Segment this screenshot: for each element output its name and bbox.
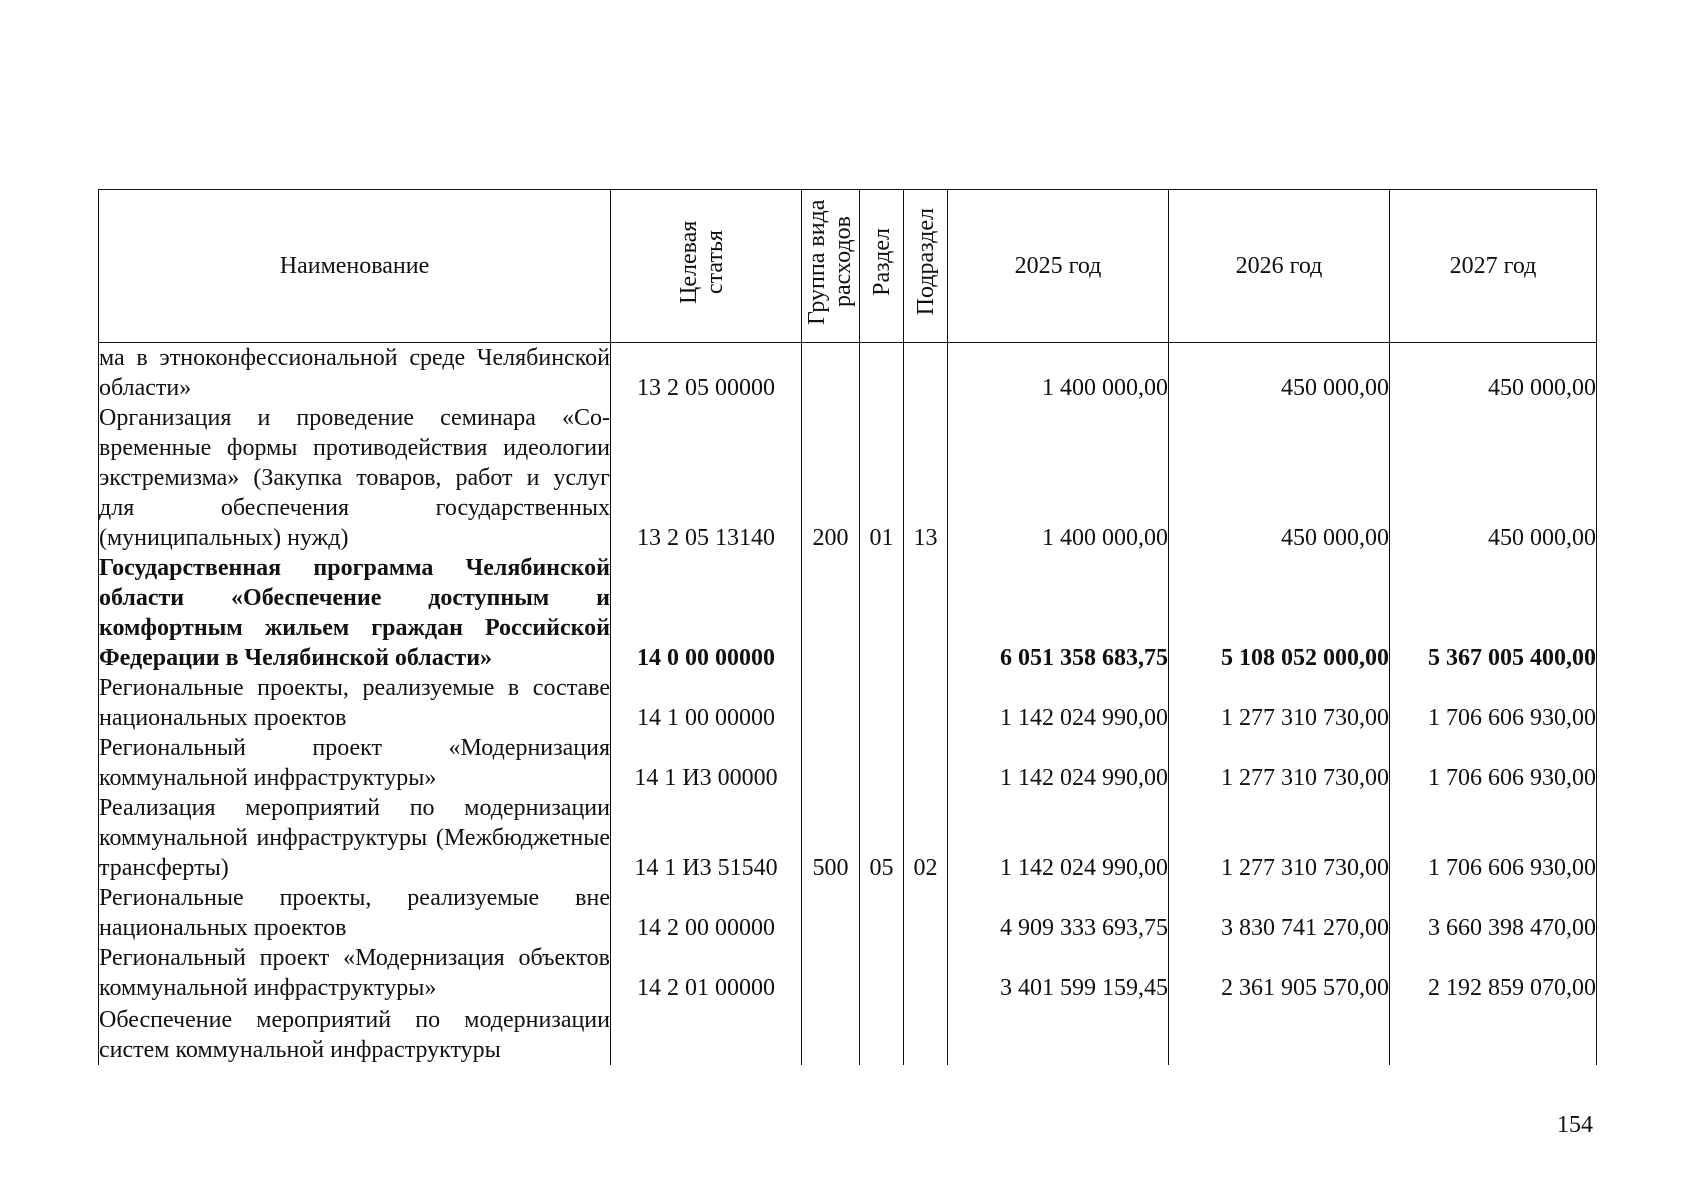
cell-2027: 450 000,00: [1390, 403, 1597, 553]
budget-table: [98, 189, 1597, 1065]
cell-target-article: 14 2 00 00000: [611, 883, 802, 943]
cell-target-article: 13 2 05 00000: [611, 343, 802, 404]
cell-2027: 3 660 398 470,00: [1390, 883, 1597, 943]
cell-2025: 4 909 333 693,75: [948, 883, 1169, 943]
cell-section: [860, 883, 904, 943]
header-2026: 2026 год: [1169, 190, 1390, 343]
cell-section: [860, 733, 904, 793]
cell-target-article: 14 1 И3 00000: [611, 733, 802, 793]
cell-2026: 1 277 310 730,00: [1169, 793, 1390, 883]
cell-target-article: 14 2 01 00000: [611, 943, 802, 1003]
cell-subsection: 02: [904, 793, 948, 883]
cell-2025: 1 142 024 990,00: [948, 673, 1169, 733]
cell-2027: 2 192 859 070,00: [1390, 943, 1597, 1003]
cell-section: [860, 943, 904, 1003]
cell-2026: 1 277 310 730,00: [1169, 733, 1390, 793]
cell-subsection: [904, 943, 948, 1003]
cell-2026: 450 000,00: [1169, 403, 1390, 553]
cell-expense-group: [802, 1003, 860, 1065]
header-row: [99, 190, 1597, 343]
cell-2025: 6 051 358 683,75: [948, 553, 1169, 673]
table-row: [99, 943, 1597, 1003]
cell-2025: 1 400 000,00: [948, 403, 1169, 553]
cell-2025: [948, 1003, 1169, 1065]
cell-subsection: 13: [904, 403, 948, 553]
cell-expense-group: 500: [802, 793, 860, 883]
page-number: 154: [1557, 1112, 1593, 1138]
table-row: [99, 883, 1597, 943]
cell-section: [860, 343, 904, 404]
header-subsection: Подраздел: [904, 190, 948, 343]
cell-2027: 1 706 606 930,00: [1390, 793, 1597, 883]
table-row: [99, 553, 1597, 673]
cell-subsection: [904, 673, 948, 733]
header-name: Наименование: [99, 190, 611, 343]
cell-target-article: 14 0 00 00000: [611, 553, 802, 673]
cell-2026: [1169, 1003, 1390, 1065]
cell-name: Региональный проект «Модернизация коммунальной инфраструктуры»: [99, 735, 610, 791]
cell-target-article: 14 1 00 00000: [611, 673, 802, 733]
cell-name: Государственная программа Челябинской области «Обеспечение доступным и комфортным жильем граждан Российской Федерации в Челябинской области»: [99, 555, 610, 671]
cell-expense-group: 200: [802, 403, 860, 553]
cell-2027: 5 367 005 400,00: [1390, 553, 1597, 673]
header-expense-group: Группа вида расходов: [802, 190, 860, 343]
cell-expense-group: [802, 343, 860, 404]
cell-name: Организация и проведение семинара «Современные формы противодействия идеологии экстремизма» (Закупка товаров, работ и услуг для обеспечения государственных (муниципальных) нужд): [99, 405, 610, 551]
table-row: [99, 403, 1597, 553]
cell-target-article: 13 2 05 13140: [611, 403, 802, 553]
cell-section: 05: [860, 793, 904, 883]
header-section: Раздел: [860, 190, 904, 343]
cell-subsection: [904, 343, 948, 404]
cell-expense-group: [802, 733, 860, 793]
cell-2027: 1 706 606 930,00: [1390, 733, 1597, 793]
table-row: [99, 343, 1597, 404]
cell-2026: 1 277 310 730,00: [1169, 673, 1390, 733]
cell-2027: [1390, 1003, 1597, 1065]
cell-subsection: [904, 733, 948, 793]
cell-section: [860, 673, 904, 733]
table-row: [99, 733, 1597, 793]
cell-section: [860, 553, 904, 673]
cell-2027: 450 000,00: [1390, 343, 1597, 404]
header-target-article: Целевая статья: [611, 190, 802, 343]
cell-2025: 1 142 024 990,00: [948, 733, 1169, 793]
table-row: [99, 1003, 1597, 1065]
cell-name: ма в этноконфессиональной среде Челябинской области»: [99, 343, 611, 404]
cell-name: Региональный проект «Модернизация объектов коммунальной инфраструктуры»: [99, 945, 610, 1001]
header-2027: 2027 год: [1390, 190, 1597, 343]
cell-2025: 1 400 000,00: [948, 343, 1169, 404]
cell-name: Региональные проекты, реализуемые вне национальных проектов: [99, 885, 610, 941]
cell-name: Обеспечение мероприятий по модернизации систем коммунальной инфраструктуры: [99, 1003, 611, 1065]
cell-name: Реализация мероприятий по модернизации коммунальной инфраструктуры (Межбюджетные трансферты): [99, 795, 610, 881]
cell-expense-group: [802, 883, 860, 943]
cell-2026: 3 830 741 270,00: [1169, 883, 1390, 943]
cell-name: Региональные проекты, реализуемые в составе национальных проектов: [99, 675, 610, 731]
cell-section: 01: [860, 403, 904, 553]
cell-2025: 1 142 024 990,00: [948, 793, 1169, 883]
cell-2027: 1 706 606 930,00: [1390, 673, 1597, 733]
cell-expense-group: [802, 673, 860, 733]
table-row: [99, 793, 1597, 883]
cell-2025: 3 401 599 159,45: [948, 943, 1169, 1003]
cell-subsection: [904, 1003, 948, 1065]
cell-expense-group: [802, 943, 860, 1003]
cell-target-article: [611, 1003, 802, 1065]
cell-section: [860, 1003, 904, 1065]
table-body: [99, 343, 1597, 1066]
cell-subsection: [904, 883, 948, 943]
cell-subsection: [904, 553, 948, 673]
cell-target-article: 14 1 И3 51540: [611, 793, 802, 883]
cell-2026: 2 361 905 570,00: [1169, 943, 1390, 1003]
cell-2026: 5 108 052 000,00: [1169, 553, 1390, 673]
header-2025: 2025 год: [948, 190, 1169, 343]
cell-2026: 450 000,00: [1169, 343, 1390, 404]
table-row: [99, 673, 1597, 733]
cell-expense-group: [802, 553, 860, 673]
